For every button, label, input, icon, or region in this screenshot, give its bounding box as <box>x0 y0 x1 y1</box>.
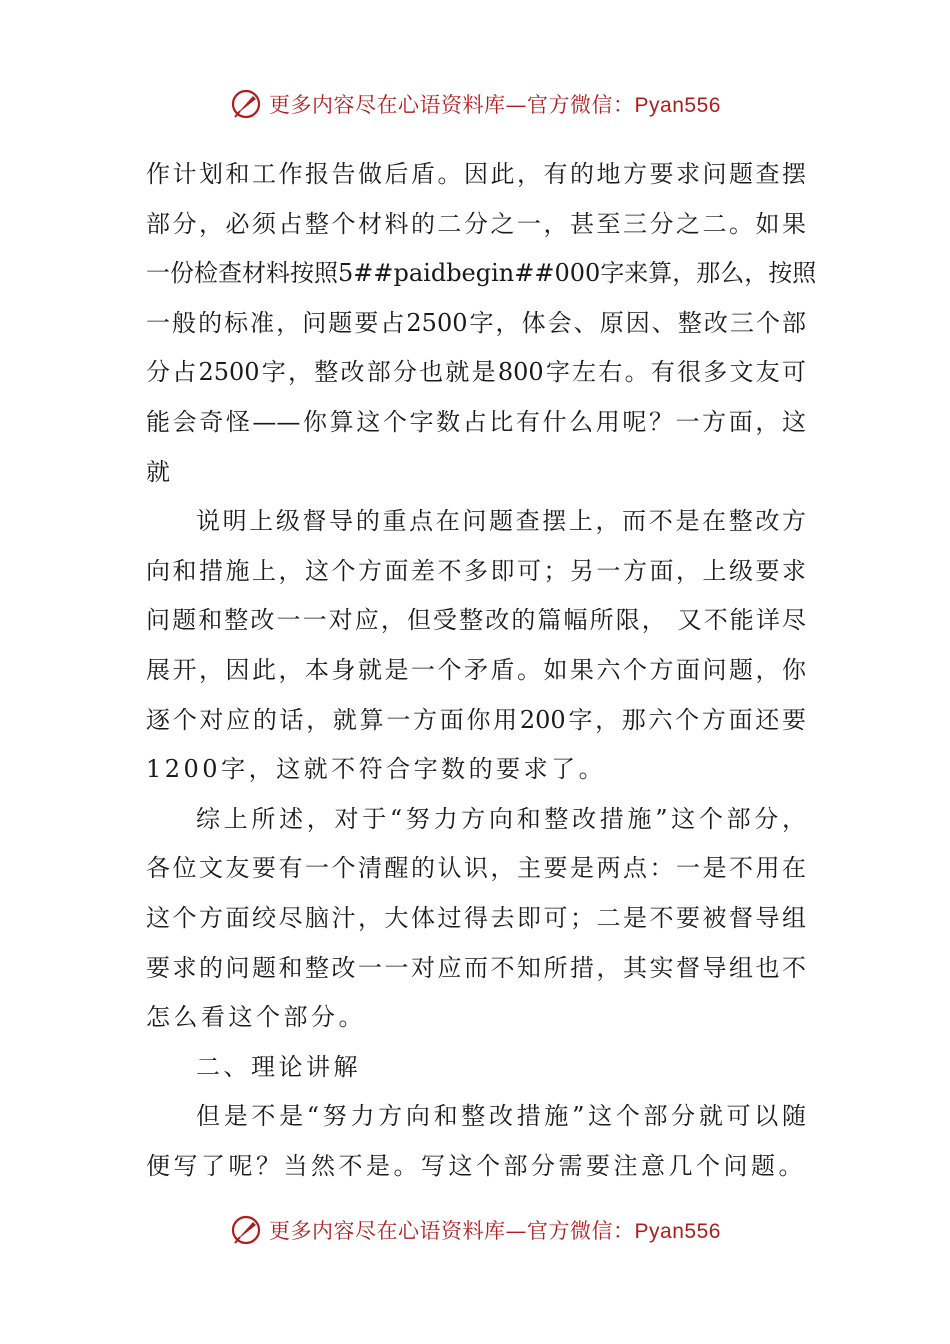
paragraph-line: 问题和整改一一对应，但受整改的篇幅所限， 又不能详尽 <box>146 606 806 635</box>
paragraph-line: 但是不是“努力方向和整改措施”这个部分就可以随 <box>196 1102 806 1131</box>
section-heading: 二、理论讲解 <box>196 1052 361 1081</box>
paragraph-line: 展开，因此，本身就是一个矛盾。如果六个方面问题，你 <box>146 655 806 684</box>
paragraph-line: 说明上级督导的重点在问题查摆上，而不是在整改方 <box>196 507 806 536</box>
paragraph-line: 这个方面绞尽脑汁，大体过得去即可；二是不要被督导组 <box>146 903 806 932</box>
paragraph-line: 就 <box>146 457 174 486</box>
paragraph-line: 作计划和工作报告做后盾。因此，有的地方要求问题查摆 <box>146 160 806 188</box>
header-banner <box>0 84 950 124</box>
paragraph-line: 便写了呢？当然不是。写这个部分需要注意几个问题。 <box>146 1151 806 1180</box>
paragraph-line: 综上所述，对于“努力方向和整改措施”这个部分， <box>196 804 806 833</box>
document-body <box>146 150 817 1191</box>
paragraph-line: 向和措施上，这个方面差不多即可；另一方面，上级要求 <box>146 556 806 585</box>
paragraph-line: 一份检查材料按照5##paidbegin##000字来算，那么，按照 <box>146 259 817 288</box>
wechat-id: Pyan556 <box>634 1220 721 1243</box>
quill-pen-logo-icon <box>229 1213 263 1247</box>
paragraph-line: 分占2500字，整改部分也就是800字左右。有很多文友可 <box>146 358 806 387</box>
paragraph-line: 要求的问题和整改一一对应而不知所措，其实督导组也不 <box>146 953 806 982</box>
paragraph-line: 部分，必须占整个材料的二分之一，甚至三分之二。如果 <box>146 209 806 238</box>
paragraph-line: 怎么看这个部分。 <box>146 1003 366 1032</box>
paragraph-line: 能会奇怪——你算这个字数占比有什么用呢？一方面，这 <box>146 407 806 436</box>
paragraph-line: 各位文友要有一个清醒的认识，主要是两点：一是不用在 <box>146 854 806 883</box>
paragraph-line: 1200字，这就不符合字数的要求了。 <box>146 755 607 784</box>
paragraph-line: 逐个对应的话，就算一方面你用200字，那六个方面还要 <box>146 705 806 734</box>
footer-banner <box>0 1210 950 1250</box>
banner-text: 更多内容尽在心语资料库—官方微信：Pyan556 <box>269 93 721 117</box>
paragraph-line: 一般的标准，问题要占2500字，体会、原因、整改三个部 <box>146 308 806 337</box>
wechat-id: Pyan556 <box>634 94 721 117</box>
quill-pen-logo-icon <box>229 87 263 121</box>
banner-text: 更多内容尽在心语资料库—官方微信：Pyan556 <box>269 1219 721 1243</box>
